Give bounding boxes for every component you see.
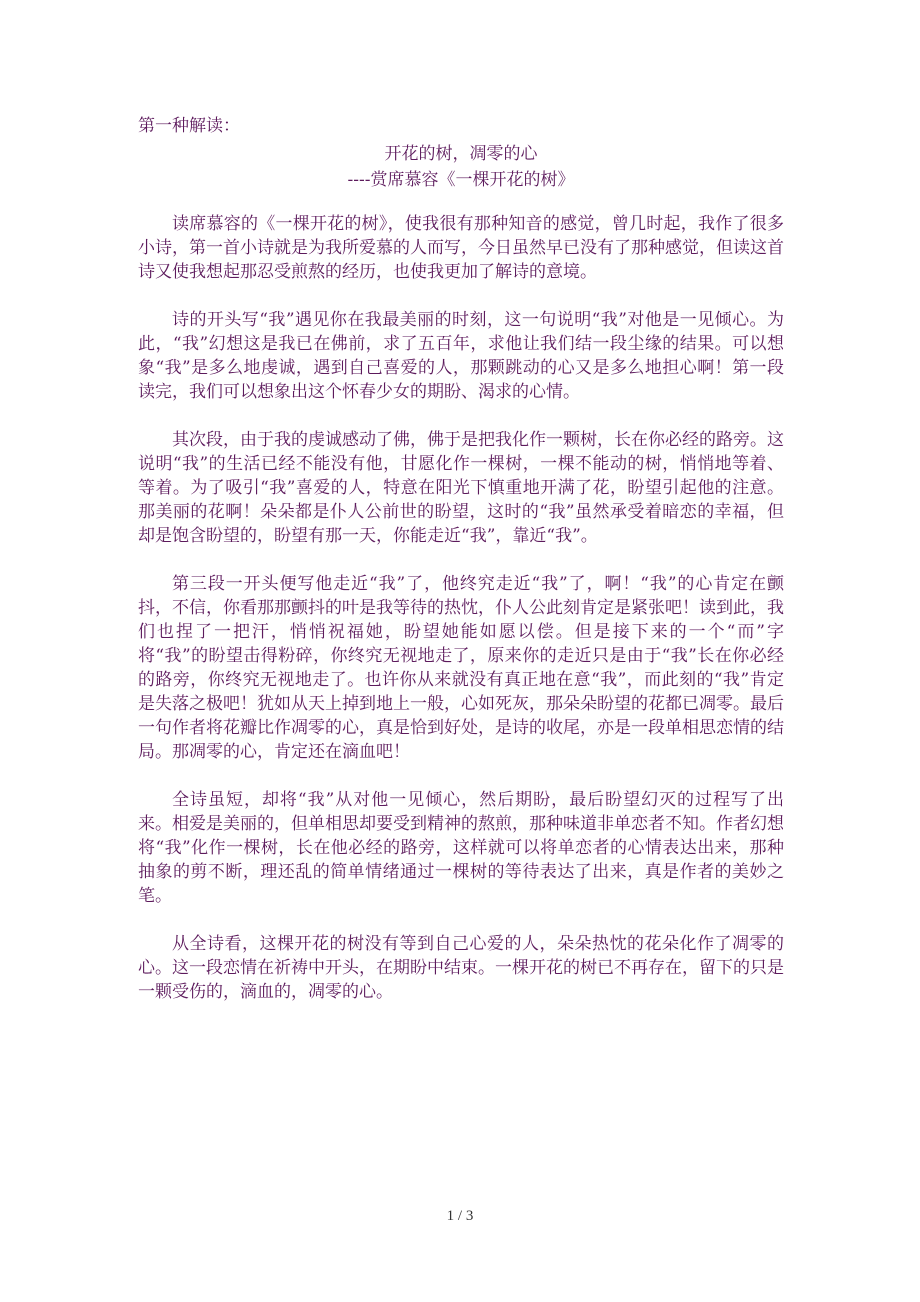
paragraph: 全诗虽短，却将“我”从对他一见倾心，然后期盼，最后盼望幻灭的过程写了出来。相爱是美丽的，但单相思却要受到精神的熬煎，那种味道非单恋者不知。作者幻想将“我”化作一棵树，长在他必经的路旁，这样就可以将单恋者的心情表达出来，那种抽象的剪不断，理还乱的简单情绪通过一棵树的等待表达了出来，真是作者的美妙之笔。 xyxy=(138,790,784,906)
paragraph: 第三段一开头便写他走近“我”了，他终究走近“我”了，啊！“我”的心肯定在颤抖，不信，你看那那颤抖的叶是我等待的热忱，仆人公此刻肯定是紧张吧！读到此，我们也捏了一把汗，悄悄祝福她，盼望她能如愿以偿。但是接下来的一个“而”字将“我”的盼望击得粉碎，你终究无视地走了，原来你的走近只是由于“我”长在你必经的路旁，你终究无视地走了。也许你从来就没有真正地在意“我”，而此刻的“我”肯定是失落之极吧！犹如从天上掉到地上一般，心如死灰，那朵朵盼望的花都已凋零。最后一句作者将花瓣比作凋零的心，真是恰到好处，是诗的收尾，亦是一段单相思恋情的结局。那凋零的心，肯定还在滴血吧！ xyxy=(138,574,784,762)
essay-body xyxy=(138,212,784,1004)
document-content xyxy=(138,114,784,1028)
section-label: 第一种解读： xyxy=(138,116,240,136)
paragraph: 读席慕容的《一棵开花的树》，使我很有那种知音的感觉，曾几时起，我作了很多小诗，第一首小诗就是为我所爱慕的人而写，今日虽然早已没有了那种感觉，但读这首诗又使我想起那忍受煎熬的经历，也使我更加了解诗的意境。 xyxy=(138,214,784,282)
paragraph: 从全诗看，这棵开花的树没有等到自己心爱的人，朵朵热忱的花朵化作了凋零的心。这一段恋情在祈祷中开头，在期盼中结束。一棵开花的树已不再存在，留下的只是一颗受伤的，滴血的，凋零的心。 xyxy=(138,934,784,1002)
paragraph: 其次段，由于我的虔诚感动了佛，佛于是把我化作一颗树，长在你必经的路旁。这说明“我”的生活已经不能没有他，甘愿化作一棵树，一棵不能动的树，悄悄地等着、等着。为了吸引“我”喜爱的人，特意在阳光下慎重地开满了花，盼望引起他的注意。那美丽的花啊！朵朵都是仆人公前世的盼望，这时的“我”虽然承受着暗恋的幸福，但却是饱含盼望的，盼望有那一天，你能走近“我”，靠近“我”。 xyxy=(138,430,784,546)
essay-subtitle: ----赏席慕容《一棵开花的树》 xyxy=(347,170,575,190)
essay-title: 开花的树，凋零的心 xyxy=(384,144,538,164)
page-number: 1 / 3 xyxy=(446,1208,474,1224)
paragraph: 诗的开头写“我”遇见你在我最美丽的时刻，这一句说明“我”对他是一见倾心。为此，“我”幻想这是我已在佛前，求了五百年，求他让我们结一段尘缘的结果。可以想象“我”是多么地虔诚，遇到自己喜爱的人，那颗跳动的心又是多么地担心啊！第一段读完，我们可以想象出这个怀春少女的期盼、渴求的心情。 xyxy=(138,310,784,402)
